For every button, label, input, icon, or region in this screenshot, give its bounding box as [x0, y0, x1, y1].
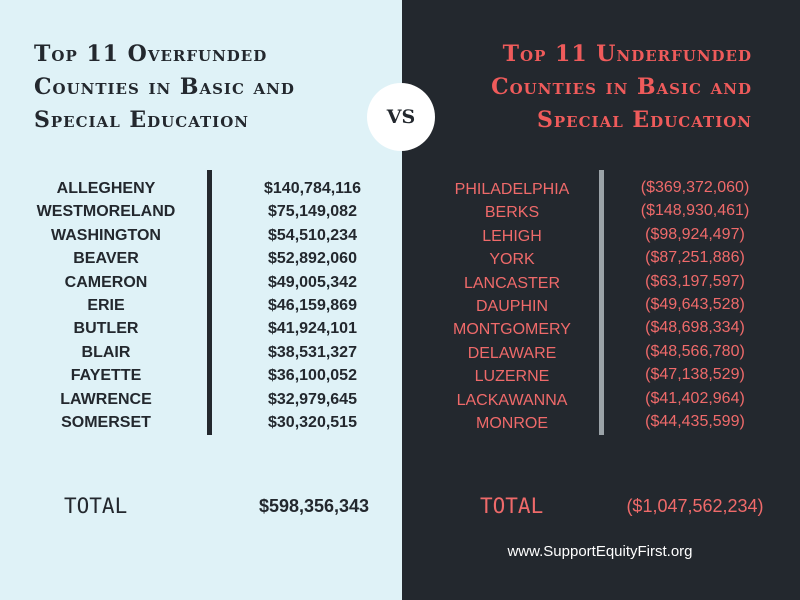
- overfunded-county-name: SOMERSET: [61, 413, 151, 431]
- underfunded-title: [491, 38, 752, 137]
- overfunded-county-amount: $38,531,327: [268, 343, 357, 361]
- underfunded-county-name: MONROE: [476, 414, 548, 432]
- overfunded-county-amount: $30,320,515: [268, 413, 357, 431]
- overfunded-title: [34, 38, 295, 137]
- underfunded-total-label: TOTAL: [480, 494, 544, 518]
- underfunded-county-amount: ($48,566,780): [645, 342, 745, 360]
- underfunded-county-name: LUZERNE: [474, 368, 550, 386]
- overfunded-county-list: [26, 177, 186, 434]
- underfunded-county-amount: ($148,930,461): [640, 202, 750, 220]
- left-column-divider: [207, 170, 212, 435]
- website-url: www.SupportEquityFirst.org: [507, 543, 693, 560]
- overfunded-county-amount: $41,924,101: [268, 320, 357, 338]
- overfunded-county-amount: $49,005,342: [268, 273, 357, 291]
- overfunded-title-line: Special Education: [34, 107, 249, 133]
- underfunded-county-amount: ($87,251,886): [645, 249, 745, 267]
- overfunded-county-amount: $54,510,234: [268, 226, 357, 244]
- underfunded-county-name: DAUPHIN: [475, 297, 548, 315]
- overfunded-county-amount: $36,100,052: [268, 367, 357, 385]
- underfunded-county-amount: ($44,435,599): [645, 412, 745, 430]
- underfunded-county-name: LANCASTER: [463, 274, 561, 292]
- overfunded-title-line: Top 11 Overfunded: [34, 41, 268, 67]
- overfunded-total-value: $598,356,343: [258, 496, 370, 516]
- vs-badge: VS: [367, 83, 435, 151]
- overfunded-county-amount: $75,149,082: [268, 203, 357, 221]
- overfunded-county-name: FAYETTE: [70, 367, 142, 385]
- underfunded-county-amount: ($41,402,964): [645, 389, 745, 407]
- overfunded-amount-list: [240, 177, 385, 434]
- underfunded-title-line: Top 11 Underfunded: [502, 41, 752, 67]
- overfunded-county-name: BEAVER: [73, 250, 139, 268]
- overfunded-county-name: ALLEGHENY: [56, 180, 156, 197]
- overfunded-county-name: BUTLER: [73, 320, 139, 338]
- overfunded-county-amount: $140,784,116: [264, 180, 361, 197]
- underfunded-county-name: LEHIGH: [482, 227, 542, 245]
- overfunded-county-name: LAWRENCE: [60, 390, 152, 408]
- underfunded-county-amount: ($49,643,528): [645, 295, 745, 313]
- overfunded-county-amount: $52,892,060: [268, 250, 357, 268]
- underfunded-county-amount: ($48,698,334): [645, 319, 745, 337]
- underfunded-county-name: LACKAWANNA: [456, 391, 568, 409]
- overfunded-county-amount: $46,159,869: [268, 296, 357, 314]
- underfunded-county-list: [432, 178, 592, 435]
- underfunded-total-value: ($1,047,562,234): [626, 496, 764, 516]
- overfunded-title-line: Counties in Basic and: [34, 74, 295, 100]
- underfunded-county-name: MONTGOMERY: [453, 321, 571, 339]
- underfunded-county-name: DELAWARE: [467, 344, 557, 362]
- overfunded-total-label: TOTAL: [64, 494, 128, 518]
- overfunded-county-name: ERIE: [87, 296, 125, 314]
- underfunded-county-name: PHILADELPHIA: [454, 181, 570, 198]
- overfunded-county-amount: $32,979,645: [268, 390, 357, 408]
- underfunded-county-amount: ($47,138,529): [645, 366, 745, 384]
- underfunded-title-line: Special Education: [537, 107, 752, 133]
- overfunded-county-name: WASHINGTON: [51, 226, 161, 244]
- underfunded-county-amount: ($98,924,497): [645, 225, 745, 243]
- overfunded-county-name: CAMERON: [64, 273, 148, 291]
- underfunded-amount-list: [620, 176, 770, 433]
- overfunded-county-name: BLAIR: [81, 343, 131, 361]
- right-column-divider: [599, 170, 604, 435]
- underfunded-county-name: BERKS: [484, 204, 540, 222]
- underfunded-county-amount: ($369,372,060): [640, 179, 750, 196]
- overfunded-county-name: WESTMORELAND: [36, 203, 176, 221]
- underfunded-county-amount: ($63,197,597): [645, 272, 745, 290]
- underfunded-title-line: Counties in Basic and: [491, 74, 752, 100]
- underfunded-county-name: YORK: [489, 251, 535, 269]
